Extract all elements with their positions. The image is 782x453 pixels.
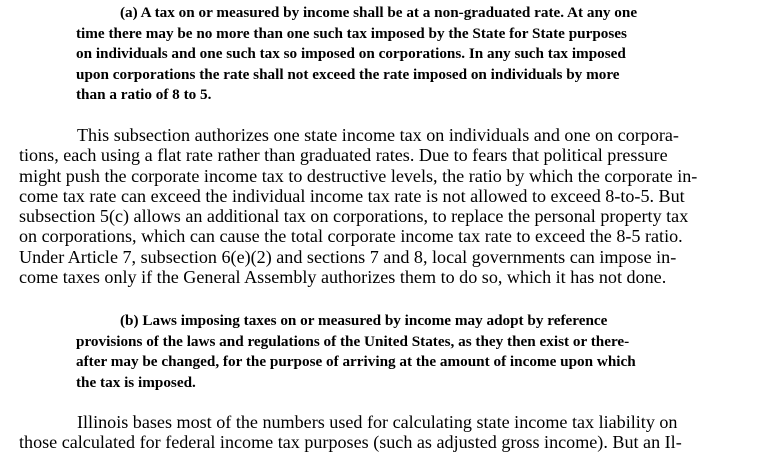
- section-a-line: time there may be no more than one such tax imposed by the State for State purposes: [76, 24, 627, 42]
- section-b-line: (b) Laws imposing taxes on or measured by income may adopt by reference: [120, 312, 608, 329]
- commentary-a-line: come taxes only if the General Assembly authorizes them to do so, which it has not done.: [19, 267, 667, 288]
- section-b-line: after may be changed, for the purpose of arriving at the amount of income upon which: [76, 353, 636, 371]
- commentary-b-line: Illinois bases most of the numbers used for calculating state income tax liability on: [77, 412, 678, 432]
- commentary-a-line: on corporations, which can cause the total corporate income tax rate to exceed the 8-5 ratio.: [19, 226, 683, 247]
- commentary-b-line: those calculated for federal income tax purposes (such as adjusted gross income). But an Il-: [19, 432, 682, 453]
- section-a-line: than a ratio of 8 to 5.: [76, 86, 212, 104]
- commentary-a-line: Under Article 7, subsection 6(e)(2) and sections 7 and 8, local governments can impose in-: [19, 246, 677, 267]
- commentary-paragraph-a: [19, 125, 769, 287]
- section-a-line: upon corporations the rate shall not exceed the rate imposed on individuals by more: [76, 65, 620, 83]
- section-a-line: on individuals and one such tax so imposed on corporations. In any such tax imposed: [76, 45, 626, 63]
- commentary-a-line: tions, each using a flat rate rather than graduated rates. Due to fears that political pressure: [19, 145, 668, 166]
- section-b-line: provisions of the laws and regulations of the United States, as they then exist or there-: [76, 332, 630, 350]
- commentary-a-line: subsection 5(c) allows an additional tax on corporations, to replace the personal property tax: [19, 206, 689, 227]
- commentary-paragraph-b: [19, 412, 769, 453]
- section-b-line: the tax is imposed.: [76, 373, 196, 391]
- constitution-section-b: [76, 311, 726, 393]
- section-a-line: (a) A tax on or measured by income shall be at a non-graduated rate. At any one: [120, 4, 638, 21]
- constitution-section-a: [76, 3, 726, 106]
- commentary-a-line: come tax rate can exceed the individual income tax rate is not allowed to exceed 8-to-5. But: [19, 185, 685, 206]
- commentary-a-line: This subsection authorizes one state income tax on individuals and one on corpora-: [77, 125, 679, 145]
- commentary-a-line: might push the corporate income tax to destructive levels, the ratio by which the corporate in-: [19, 165, 698, 186]
